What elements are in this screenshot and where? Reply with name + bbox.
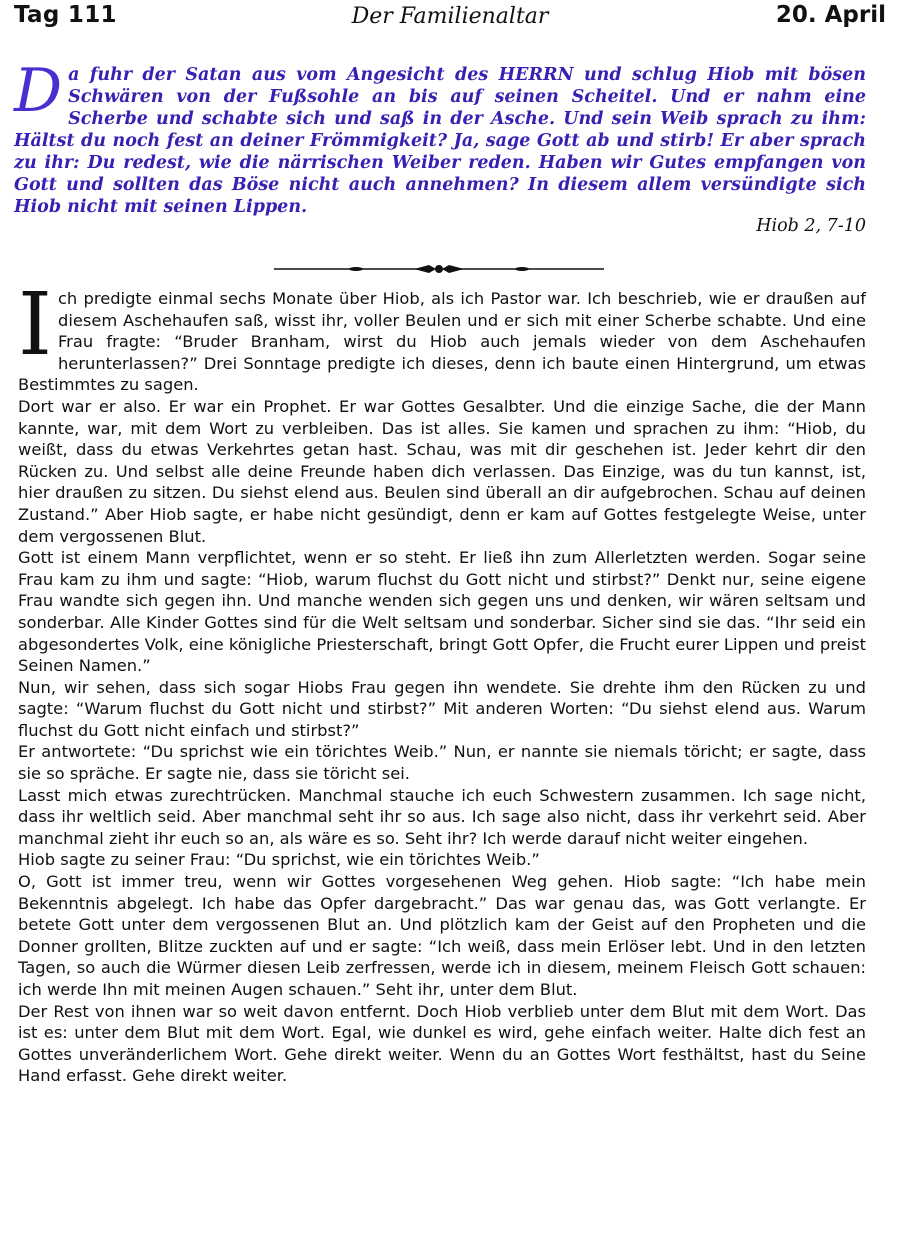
paragraph-text: ch predigte einmal sechs Monate über Hiob, als ich Pastor war. Ich beschrieb, wie er draußen auf diesem Aschehaufen saß, wisst ihr, voller Beulen und er sich mit einer Scherbe schabte. Und eine Frau fragte: “Bruder Branham, wirst du Hiob auch jemals wieder von dem Aschehaufen herunterlassen?” Drei Sonntage predigte ich dieses, denn ich baute einen Hintergrund, um etwas Bestimmtes zu sagen.	[18, 289, 866, 395]
scripture-verse	[14, 56, 866, 218]
paragraph: Nun, wir sehen, dass sich sogar Hiobs Frau gegen ihn wendete. Sie drehte ihm den Rücken zu und sagte: “Warum fluchst du Gott nicht und stirbst?” Mit anderen Worten: “Du siehst elend aus. Warum fluchst du Gott nicht einfach und stirbst?”	[18, 677, 866, 740]
paragraph: Der Rest von ihnen war so weit davon entfernt. Doch Hiob verblieb unter dem Blut mit dem Wort. Das ist es: unter dem Blut mit dem Wort. Egal, wie dunkel es wird, gehe einfach weiter. Halte dich fest an Gottes unveränderlichem Wort. Gehe direkt weiter. Wenn du an Gottes Wort festhältst, hast du Seine Hand erfasst. Gehe direkt weiter.	[18, 1001, 866, 1086]
sermon-text	[18, 275, 866, 1087]
verse-text: a fuhr der Satan aus vom Angesicht des HERRN und schlug Hiob mit bösen Schwären von der Fußsohle an bis auf seinen Scheitel. Und er nahm eine Scherbe und schabte sich und saß in der Asche. Und sein Weib sprach zu ihm: Hältst du noch fest an deiner Frömmigkeit? Ja, sage Gott ab und stirb! Er aber sprach zu ihr: Du redest, wie die närrischen Weiber reden. Haben wir Gutes empfangen von Gott und sollten das Böse nicht auch annehmen? In diesem allem versündigte sich Hiob nicht mit seinen Lippen.	[14, 65, 866, 217]
verse-drop-cap: D	[14, 56, 63, 126]
day-number: Tag 111	[14, 2, 117, 28]
body-drop-cap: I	[18, 275, 52, 375]
paragraph	[18, 275, 866, 396]
verse-reference: Hiob 2, 7-10	[756, 216, 866, 236]
ornament-divider	[274, 262, 604, 276]
paragraph: Dort war er also. Er war ein Prophet. Er war Gottes Gesalbter. Und die einzige Sache, die der Mann kannte, war, mit dem Wort zu verbleiben. Das ist alles. Sie kamen und sprachen zu ihm: “Hiob, du weißt, dass du etwas Verkehrtes getan hast. Schau, was mit dir geschehen ist. Jeder kehrt dir den Rücken zu. Und selbst alle deine Freunde haben dich verlassen. Das Einzige, was du tun kannst, ist, hier draußen zu sitzen. Du siehst elend aus. Beulen sind überall an dir aufgebrochen. Schau auf deinen Zustand.” Aber Hiob sagte, er habe nicht gesündigt, denn er kam auf Gottes festgelegte Weise, unter dem vergossenen Blut.	[18, 396, 866, 546]
paragraph: Gott ist einem Mann verpflichtet, wenn er so steht. Er ließ ihn zum Allerletzten werden. Sogar seine Frau kam zu ihm und sagte: “Hiob, warum fluchst du Gott nicht und stirbst?” Denkt nur, seine eigene Frau wandte sich gegen ihn. Und manche wenden sich gegen uns und denken, wir wären seltsam und sonderbar. Alle Kinder Gottes sind für die Welt seltsam und sonderbar. Sicher sind sie das. “Ihr seid ein abgesondertes Volk, eine königliche Priesterschaft, bringt Gott Opfer, die Frucht eurer Lippen und preist Seinen Namen.”	[18, 548, 866, 676]
paragraph: Lasst mich etwas zurechtrücken. Manchmal stauche ich euch Schwestern zusammen. Ich sage nicht, dass ihr weltlich seid. Aber manchmal seht ihr so aus. Ich sage also nicht, dass ihr verkehrt seid. Aber manchmal zieht ihr euch so an, als wäre es so. Seht ihr? Ich werde darauf nicht weiter eingehen.	[18, 785, 866, 848]
paragraph: O, Gott ist immer treu, wenn wir Gottes vorgesehenen Weg gehen. Hiob sagte: “Ich habe mein Bekenntnis abgelegt. Ich habe das Opfer dargebracht.” Das war genau das, was Gott verlangte. Er betete Gott unter dem vergossenen Blut an. Und plötzlich kam der Geist auf den Propheten und die Donner grollten, Blitze zuckten auf und er sagte: “Ich weiß, dass mein Erlöser lebt. Und in den letzten Tagen, so auch die Würmer diesen Leib zerfressen, werde ich in diesem, meinem Fleisch Gott schauen: ich werde Ihn mit meinen Augen schauen.” Seht ihr, unter dem Blut.	[18, 872, 866, 999]
book-title: Der Familienaltar	[351, 4, 549, 29]
page-date: 20. April	[775, 2, 886, 28]
page-header	[14, 2, 886, 36]
paragraph: Hiob sagte zu seiner Frau: “Du sprichst, wie ein törichtes Weib.”	[18, 850, 540, 870]
paragraph: Er antwortete: “Du sprichst wie ein törichtes Weib.” Nun, er nannte sie niemals töricht; er sagte, dass sie so spräche. Er sagte nie, dass sie töricht sei.	[18, 742, 866, 784]
